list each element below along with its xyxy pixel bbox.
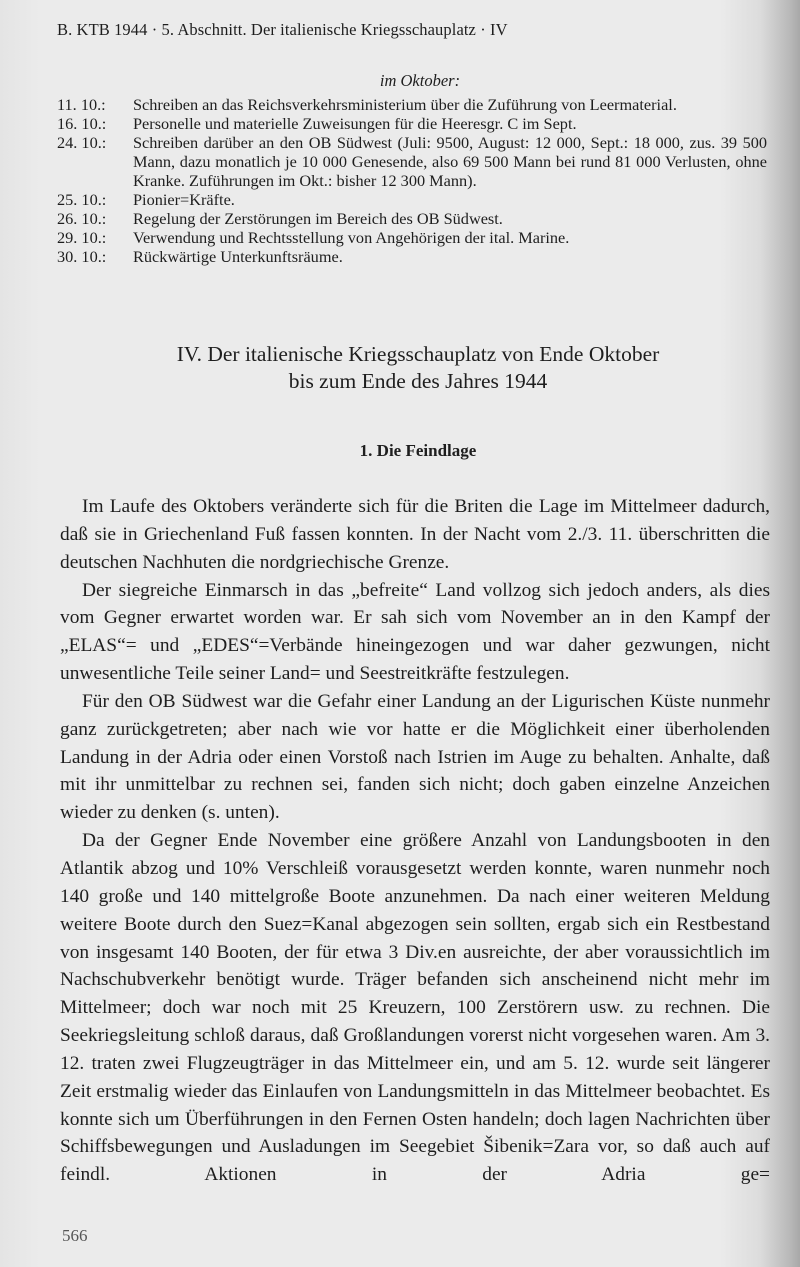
list-item — [57, 114, 767, 133]
section-heading: 1. Die Feindlage — [359, 441, 477, 460]
subhead: im Oktober: — [379, 71, 461, 90]
list-item — [57, 133, 767, 190]
list-item — [57, 95, 767, 114]
list-item — [57, 190, 767, 209]
entry-text: Personelle und materielle Zuweisungen für die Heeresgr. C im Sept. — [133, 114, 577, 133]
list-item — [57, 209, 767, 228]
running-head: B. KTB 1944 · 5. Abschnitt. Der italienische Kriegsschauplatz · IV — [57, 20, 508, 39]
entry-date: 29. 10.: — [57, 228, 107, 247]
list-item — [57, 247, 767, 266]
chapter-heading — [0, 341, 800, 395]
entry-text: Schreiben darüber an den OB Südwest (Juli: 9500, August: 12 000, Sept.: 18 000, zus. 39 500 Mann, dazu monatlich je 10 000 Genesende, also 69 500 Mann bei rund 81 000 Verlusten, ohne Kranke. Zuführungen im Okt.: bisher 12 300 Mann). — [133, 133, 767, 190]
paragraph: Für den OB Südwest war die Gefahr einer Landung an der Ligurischen Küste nunmehr ganz zurückgetreten; aber nach wie vor hatte er die Möglichkeit einer überholenden Landung in der Adria oder einen Vorstoß nach Istrien im Auge zu behalten. Anhalte, daß mit ihr unmittelbar zu rechnen sei, fanden sich nicht; doch gaben einzelne Anzeichen wieder zu denken (s. unten). — [60, 690, 770, 824]
page-number: 566 — [62, 1226, 88, 1245]
entry-text: Verwendung und Rechtsstellung von Angehörigen der ital. Marine. — [133, 228, 570, 247]
body-text — [60, 493, 770, 1189]
entry-text: Schreiben an das Reichsverkehrsministerium über die Zuführung von Leermaterial. — [133, 95, 677, 114]
entry-date: 30. 10.: — [57, 247, 107, 266]
entry-text: Pionier=Kräfte. — [133, 190, 235, 209]
chapter-heading-line-1: IV. Der italienische Kriegsschauplatz von Ende Oktober — [176, 342, 660, 366]
chapter-heading-line-2: bis zum Ende des Jahres 1944 — [288, 369, 548, 393]
entry-date: 25. 10.: — [57, 190, 107, 209]
entry-date: 11. 10.: — [57, 95, 106, 114]
entry-text: Regelung der Zerstörungen im Bereich des OB Südwest. — [133, 209, 503, 228]
entry-text: Rückwärtige Unterkunftsräume. — [133, 247, 343, 266]
paragraph: Da der Gegner Ende November eine größere Anzahl von Landungsbooten in den Atlantik abzog und 10% Verschleiß vorausgesetzt werden konnte, waren nunmehr noch 140 große und 140 mittelgroße Boote anzunehmen. Da nach einer weiteren Meldung weitere Boote durch den Suez=Kanal abgezogen sein sollten, ergab sich ein Restbestand von insgesamt 140 Booten, der für etwa 3 Div.en ausreichte, der aber voraussichtlich im Nachschubverkehr benötigt wurde. Träger befanden sich anscheinend nicht mehr im Mittelmeer; doch war noch mit 25 Kreuzern, 100 Zerstörern usw. zu rechnen. Die Seekriegsleitung schloß daraus, daß Großlandungen vorerst nicht vorgesehen waren. Am 3. 12. traten zwei Flugzeugträger in das Mittelmeer ein, und am 5. 12. wurde seit längerer Zeit erstmalig wieder das Einlaufen von Landungsmitteln in das Mittelmeer beobachtet. Es konnte sich um Überführungen in den Fernen Osten handeln; doch lagen Nachrichten über Schiffsbewegungen und Ausladungen im Seegebiet Šibenik=Zara vor, so daß auch auf feindl. Aktionen in der Adria ge= — [60, 830, 770, 1186]
entry-date: 16. 10.: — [57, 114, 107, 133]
entry-list — [57, 95, 767, 266]
paragraph: Der siegreiche Einmarsch in das „befreite“ Land vollzog sich jedoch anders, als dies vom Gegner erwartet worden war. Er sah sich vom November an in den Kampf der „ELAS“= und „EDES“=Verbände hineingezogen und war daher gezwungen, nicht unwesentliche Teile seiner Land= und Seestreitkräfte festzulegen. — [60, 579, 770, 685]
paragraph: Im Laufe des Oktobers veränderte sich für die Briten die Lage im Mittelmeer dadurch, daß sie in Griechenland Fuß fassen konnten. In der Nacht vom 2./3. 11. überschritten die deutschen Nachhuten die nordgriechische Grenze. — [60, 496, 770, 573]
list-item — [57, 228, 767, 247]
entry-date: 24. 10.: — [57, 133, 107, 152]
entry-date: 26. 10.: — [57, 209, 107, 228]
